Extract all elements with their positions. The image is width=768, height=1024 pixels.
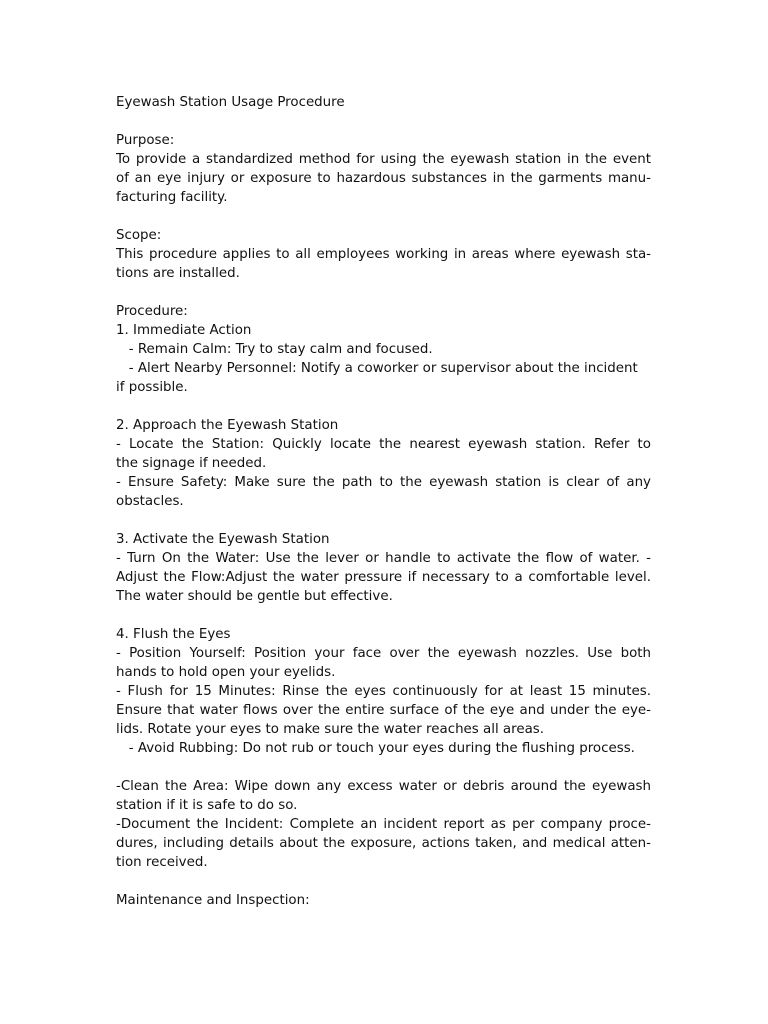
step-1-text-line: - Remain Calm: Try to stay calm and focused. (116, 342, 433, 357)
post-step-text-line: -Clean the Area: Wipe down any excess water or debris around the eyewash (116, 779, 651, 794)
blank-line (116, 872, 651, 891)
step-1-heading: 1. Immediate Action (116, 323, 252, 338)
purpose-heading: Purpose: (116, 133, 175, 148)
purpose-text-line: of an eye injury or exposure to hazardous substances in the garments manu- (116, 171, 651, 186)
blank-line (116, 112, 651, 131)
post-step-text-line: station if it is safe to do so. (116, 798, 298, 813)
purpose-text-line: facturing facility. (116, 190, 228, 205)
step-2-heading: 2. Approach the Eyewash Station (116, 418, 339, 433)
maintenance-heading: Maintenance and Inspection: (116, 893, 310, 908)
step-2-text-line: the signage if needed. (116, 456, 267, 471)
step-4-text-line: lids. Rotate your eyes to make sure the water reaches all areas. (116, 722, 545, 737)
document-page (116, 93, 651, 910)
step-4-text-line: - Avoid Rubbing: Do not rub or touch your eyes during the flushing process. (116, 741, 635, 756)
step-1-text-line: if possible. (116, 380, 188, 395)
step-1-text-line: - Alert Nearby Personnel: Notify a coworker or supervisor about the incident (116, 361, 638, 376)
step-3-heading: 3. Activate the Eyewash Station (116, 532, 330, 547)
procedure-heading: Procedure: (116, 304, 188, 319)
post-step-text-line: dures, including details about the exposure, actions taken, and medical atten- (116, 836, 651, 851)
step-2-text-line: obstacles. (116, 494, 184, 509)
step-4-text-line: hands to hold open your eyelids. (116, 665, 336, 680)
document-title: Eyewash Station Usage Procedure (116, 95, 345, 110)
blank-line (116, 606, 651, 625)
step-3-text-line: Adjust the Flow:Adjust the water pressure if necessary to a comfortable level. (116, 570, 651, 585)
scope-text-line: This procedure applies to all employees working in areas where eyewash sta- (116, 247, 651, 262)
scope-heading: Scope: (116, 228, 162, 243)
scope-text-line: tions are installed. (116, 266, 240, 281)
blank-line (116, 397, 651, 416)
step-3-text-line: - Turn On the Water: Use the lever or handle to activate the flow of water. - (116, 551, 651, 566)
step-4-text-line: Ensure that water flows over the entire surface of the eye and under the eye- (116, 703, 651, 718)
post-step-text-line: tion received. (116, 855, 208, 870)
blank-line (116, 283, 651, 302)
step-4-text-line: - Position Yourself: Position your face over the eyewash nozzles. Use both (116, 646, 651, 661)
blank-line (116, 511, 651, 530)
step-4-text-line: - Flush for 15 Minutes: Rinse the eyes continuously for at least 15 minutes. (116, 684, 651, 699)
step-2-text-line: - Ensure Safety: Make sure the path to the eyewash station is clear of any (116, 475, 651, 490)
step-3-text-line: The water should be gentle but effective. (116, 589, 393, 604)
blank-line (116, 758, 651, 777)
purpose-text-line: To provide a standardized method for using the eyewash station in the event (116, 152, 651, 167)
post-step-text-line: -Document the Incident: Complete an incident report as per company proce- (116, 817, 651, 832)
step-4-heading: 4. Flush the Eyes (116, 627, 231, 642)
step-2-text-line: - Locate the Station: Quickly locate the nearest eyewash station. Refer to (116, 437, 651, 452)
blank-line (116, 207, 651, 226)
